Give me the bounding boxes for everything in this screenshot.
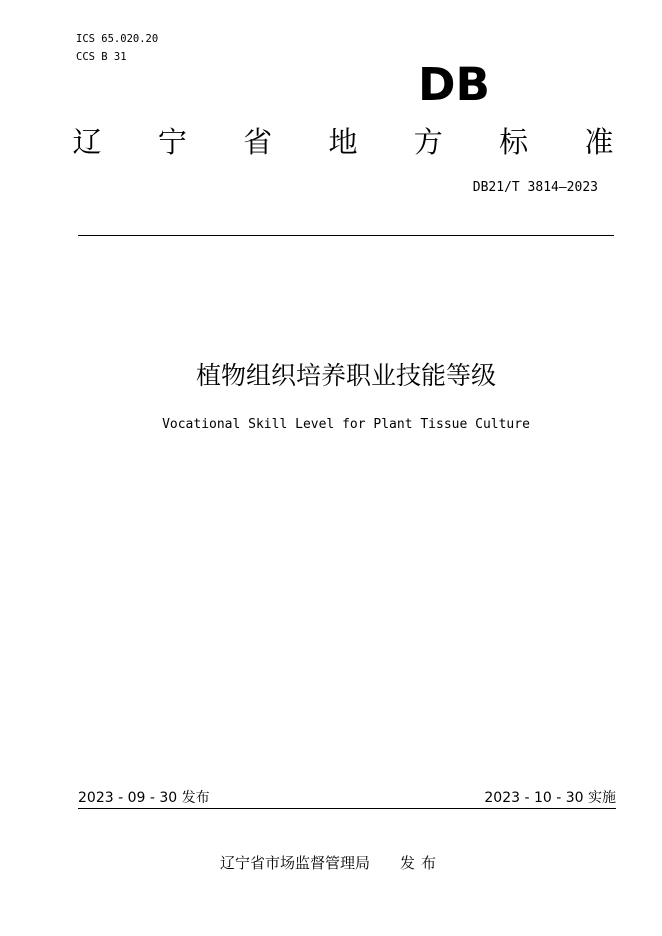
ics-code: ICS 65.020.20 <box>76 33 159 45</box>
ccs-code: CCS B 31 <box>76 51 127 63</box>
document-title-zh: 植物组织培养职业技能等级 <box>195 361 496 390</box>
standard-level-char: 宁 <box>157 125 187 159</box>
standard-level-char: 方 <box>413 125 443 159</box>
standard-level-heading <box>70 122 616 162</box>
document-title-en: Vocational Skill Level for Plant Tissue Culture <box>162 417 530 432</box>
standard-level-char: 地 <box>328 125 358 159</box>
standard-level-char: 准 <box>584 125 614 159</box>
top-divider <box>78 235 614 236</box>
bottom-divider <box>78 808 616 809</box>
issuer-name: 辽宁省市场监督管理局 <box>219 854 370 872</box>
issuer-line <box>0 852 662 874</box>
standard-number: DB21/T 3814—2023 <box>472 180 598 195</box>
db-logo-text: DB <box>418 64 490 104</box>
standard-level-char: 辽 <box>72 125 102 159</box>
standard-level-char: 省 <box>243 125 273 159</box>
standard-level-char: 标 <box>499 125 529 159</box>
issuer-action: 发布 <box>400 854 443 872</box>
issue-date: 2023 - 09 - 30 发布 <box>78 790 210 806</box>
implementation-date: 2023 - 10 - 30 实施 <box>484 790 616 806</box>
db-logo <box>418 64 490 104</box>
